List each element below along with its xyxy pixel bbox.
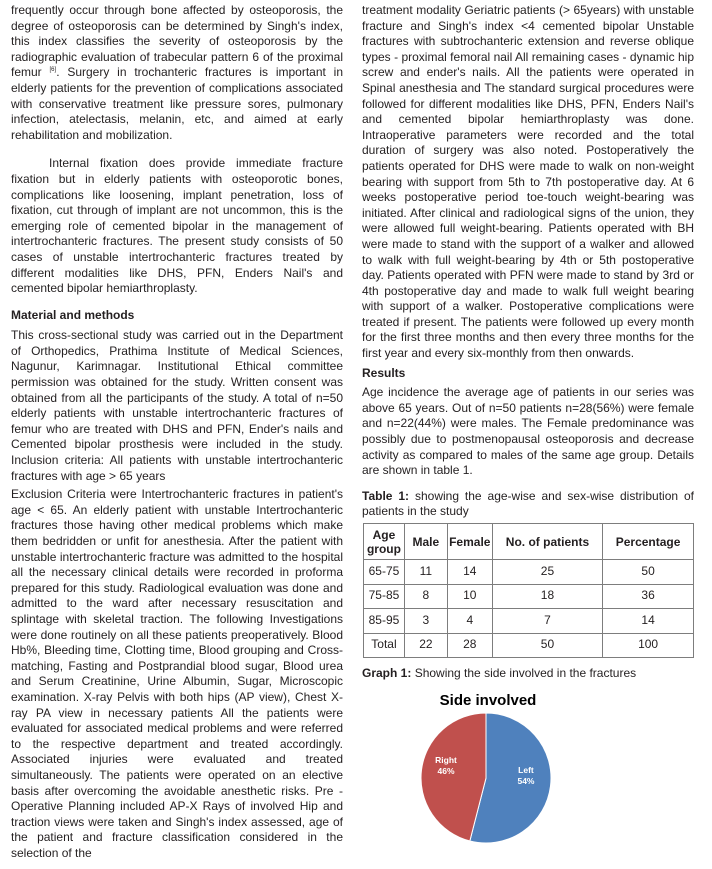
table-row bbox=[364, 609, 694, 634]
table-cell: 65-75 bbox=[364, 560, 405, 585]
table-cell: 85-95 bbox=[364, 609, 405, 634]
table-cell: 3 bbox=[404, 609, 447, 634]
section-heading-results: Results bbox=[362, 365, 406, 380]
table-cell: 18 bbox=[492, 584, 602, 609]
column-header: Age group bbox=[364, 524, 405, 560]
paragraph: Exclusion Criteria were Intertrochanteric fractures in patient's age < 65. An elderly patient with unstable Intertrochanteric fractures those having other medical problems which make them bedridden or unfit for anesthesia. After the patient with unstable intertrochanteric fracture was admitted to the hospital all the necessary clinical details were recorded in proforma prepared for this study. Radiological evaluation was done and admitted to the ward after necessary resuscitation and splintage with skeletal traction. The following Investigations were done routinely on all these patients preoperatively. Blood Hb%, Bleeding time, Clotting time, Blood grouping and Cross-matching, Fasting and Postprandial blood sugar, Blood urea and Serum Creatinine, Urine Albumin, Sugar, Microscopic examination. X-ray Pelvis with both hips (AP view), Chest X-ray PA view in necessary patients All the patients were evaluated for associated medical problems and were referred to the respective department and treated accordingly. Associated injuries were evaluated and treated simultaneously. The patients were operated on an elective basis after overcoming the avoidable anesthetic risks. Pre - Operative Planning included AP-X Rays of involved Hip and traction views were taken and Singh's index assessed, age of the patient and fracture classification considered in the selection of the bbox=[11, 487, 343, 860]
pie-chart bbox=[362, 686, 694, 849]
table-cell: 11 bbox=[404, 560, 447, 585]
column-header: Percentage bbox=[603, 524, 694, 560]
table-row bbox=[364, 560, 694, 585]
pie-value-label-right: 46% bbox=[437, 765, 455, 776]
table-cell: 10 bbox=[447, 584, 492, 609]
column-header: Female bbox=[447, 524, 492, 560]
table-cell: 36 bbox=[603, 584, 694, 609]
paragraph: Age incidence the average age of patients in our series was above 65 years. Out of n=50 patients n=28(56%) were female and n=22(44%) were males. The Female predominance was possibly due to postmenopausal osteoporosis and decrease activity as compared to males of the same age group. Details are shown in table 1. bbox=[362, 385, 694, 478]
table-caption: Table 1: showing the age-wise and sex-wise distribution of patients in the study bbox=[362, 488, 694, 519]
table-cell: 28 bbox=[447, 633, 492, 658]
paragraph: Internal fixation does provide immediate fracture fixation but in elderly patients with osteoporotic bones, complications like loosening, implant penetration, loss of fixation, cut through of implant are not uncommon, this is the emerging role of cemented bipolar in the management of intertrochanteric fractures. The present study consists of 50 cases of unstable intertrochanteric fractures treated by different modalities like DHS, PFN, Enders Nail's and cemented bipolar hemiarthroplasty. bbox=[11, 156, 343, 296]
table-cell: Total bbox=[364, 633, 405, 658]
data-table bbox=[363, 523, 694, 658]
table-cell: 4 bbox=[447, 609, 492, 634]
table-cell: 14 bbox=[603, 609, 694, 634]
pie-label-left: Left bbox=[518, 764, 534, 775]
table-cell: 100 bbox=[603, 633, 694, 658]
table-cell: 14 bbox=[447, 560, 492, 585]
paragraph: treatment modality Geriatric patients (> 65years) with unstable fracture and Singh's index <4 cemented bipolar Unstable fractures with subtrochanteric extension and reverse oblique types - proximal femoral nail All remaining cases - dynamic hip screw and ender's nails. All the patients were operated in Spinal anesthesia and The standard surgical procedures were followed for different modalities like DHS, PFN, Enders Nail's and cemented bipolar hemiarthroplasty was done. Intraoperative parameters were recorded and the total duration of surgery was also noted. Postoperatively the patients operated for DHS were made to walk on non-weight bearing with support from 5th to 7th postoperative day. At 6 weeks postoperative period toe-touch weight-bearing was initiated. After clinical and radiological signs of the union, they were allowed full weight-bearing. Patients operated with BH were made to stand with the support of a walker and allowed to walk with full weight-bearing by 4th or 5th postoperative day. Patients operated with PFN were made to stand by 3rd or 4th postoperative day and made to walk full weight bearing with support of a walker. Postoperative complications were treated if present. The patients were followed up every month for the first three months and then every three months for the first year and every six-monthly from then onwards. bbox=[362, 3, 694, 361]
table-cell: 25 bbox=[492, 560, 602, 585]
graph-caption: Graph 1: Showing the side involved in the fractures bbox=[362, 666, 637, 680]
section-heading-methods: Material and methods bbox=[11, 307, 135, 322]
table-row bbox=[364, 633, 694, 658]
right-column bbox=[362, 3, 694, 849]
column-header: Male bbox=[404, 524, 447, 560]
citation-ref: [6] bbox=[49, 67, 57, 74]
table-row bbox=[364, 584, 694, 609]
pie-value-label-left: 54% bbox=[517, 775, 535, 786]
paragraph: This cross-sectional study was carried out in the Department of Orthopedics, Prathima Institute of Medical Sciences, Nagunur, Karimnagar. Institutional Ethical committee permission was obtained for the study. Written consent was obtained from all the participants of the study. A total of n=50 elderly patients with unstable intertrochanteric fractures of femur who are treated with DHS and PFN, Ender's nails and Cemented bipolar prosthesis were included in the study. Inclusion criteria: All patients with unstable intertrochanteric fractures with age > 65 years bbox=[11, 328, 343, 483]
table-cell: 50 bbox=[492, 633, 602, 658]
table-cell: 8 bbox=[404, 584, 447, 609]
table-cell: 22 bbox=[404, 633, 447, 658]
table-cell: 50 bbox=[603, 560, 694, 585]
table-cell: 7 bbox=[492, 609, 602, 634]
pie-chart-svg bbox=[362, 686, 694, 849]
chart-title: Side involved bbox=[439, 691, 537, 709]
paragraph: frequently occur through bone affected by osteoporosis, the degree of osteoporosis can be determined by Singh's index, this index classifies the severity of osteoporosis by the radiographic evaluation of trabecular pattern 6 of the proximal femur [6]. Surgery in trochanteric fractures is important in elderly patients for the prevention of complications associated with conservative treatment like pressure sores, pulmonary infection, atelectasis, melanin, etc, and aimed at early rehabilitation and mobilization. bbox=[11, 3, 343, 142]
column-header: No. of patients bbox=[492, 524, 602, 560]
left-column bbox=[11, 3, 343, 861]
table-cell: 75-85 bbox=[364, 584, 405, 609]
table-header-row bbox=[364, 524, 694, 560]
pie-label-right: Right bbox=[435, 754, 457, 765]
